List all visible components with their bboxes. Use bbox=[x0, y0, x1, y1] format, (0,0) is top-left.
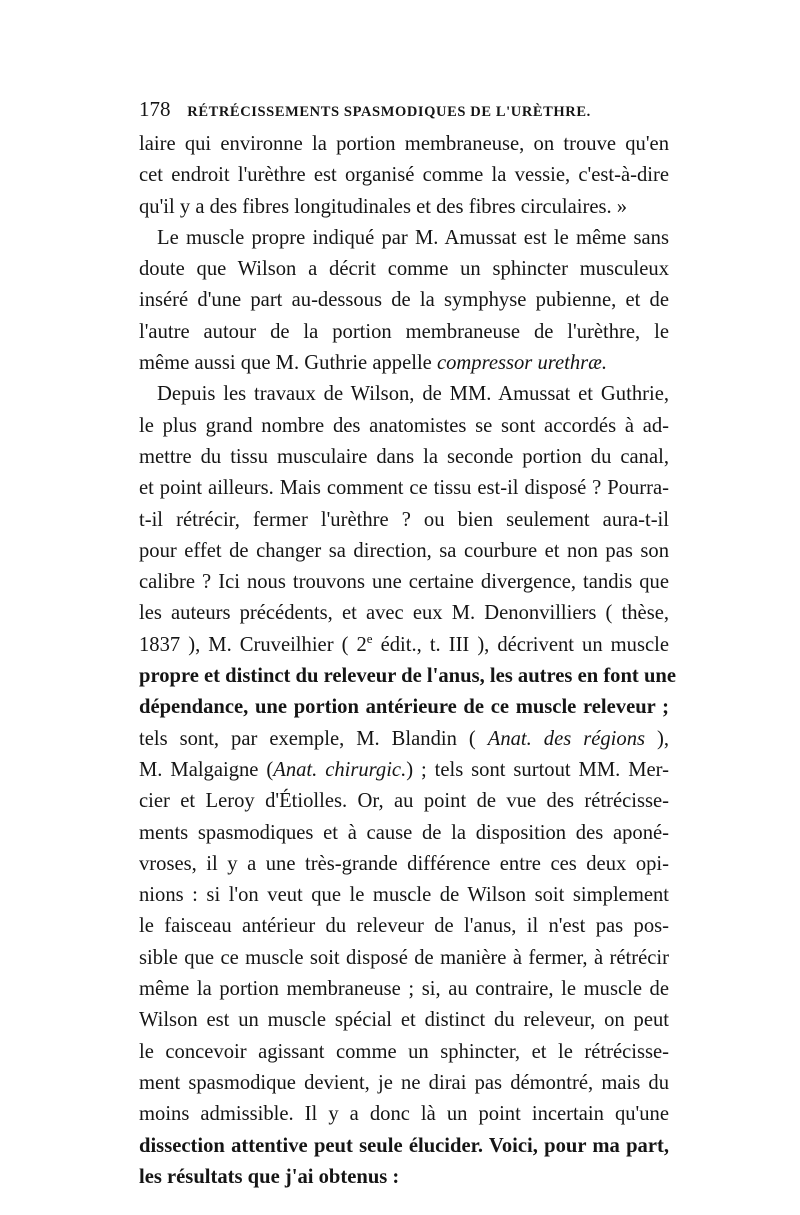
text-line: propre et distinct du releveur de l'anus, les autres en font une bbox=[139, 665, 676, 688]
text-line: même la portion membraneuse ; si, au contraire, le muscle de bbox=[139, 978, 669, 1001]
text-line: pour effet de changer sa direction, sa courbure et non pas son bbox=[139, 539, 669, 562]
running-title: RÉTRÉCISSEMENTS SPASMODIQUES DE L'URÈTHRE. bbox=[187, 104, 591, 120]
text-line: sible que ce muscle soit disposé de manière à fermer, à rétrécir bbox=[139, 946, 669, 969]
text-line: moins admissible. Il y a donc là un point incertain qu'une bbox=[139, 1103, 669, 1126]
text-line bbox=[139, 755, 669, 786]
text-line: Depuis les travaux de Wilson, de MM. Amussat et Guthrie, bbox=[157, 383, 669, 406]
running-header bbox=[139, 96, 669, 122]
text-span: édit., t. III ), décrivent un muscle bbox=[372, 633, 669, 656]
text-line: mettre du tissu musculaire dans la seconde portion du canal, bbox=[139, 445, 669, 468]
text-span: M. Malgaigne ( bbox=[139, 758, 274, 781]
text-line: et point ailleurs. Mais comment ce tissu est-il disposé ? Pourra- bbox=[139, 477, 669, 500]
text-line: cier et Leroy d'Étiolles. Or, au point de vue des rétrécisse- bbox=[139, 790, 669, 813]
text-line: le faisceau antérieur du releveur de l'anus, il n'est pas pos- bbox=[139, 915, 669, 938]
text-span: tels sont, par exemple, M. Blandin ( bbox=[139, 727, 476, 750]
text-line: calibre ? Ici nous trouvons une certaine divergence, tandis que bbox=[139, 571, 669, 594]
text-line: ments spasmodiques et à cause de la disposition des aponé- bbox=[139, 821, 669, 844]
text-span: 1837 ), M. Cruveilhier ( 2 bbox=[139, 633, 367, 656]
italic-term: Anat. chirurgic. bbox=[273, 758, 407, 781]
text-line: Wilson est un muscle spécial et distinct du releveur, on peut bbox=[139, 1009, 669, 1032]
text-line: dissection attentive peut seule élucider. Voici, pour ma part, bbox=[139, 1134, 669, 1157]
superscript: e bbox=[366, 630, 373, 646]
text-line: Le muscle propre indiqué par M. Amussat est le même sans bbox=[157, 226, 669, 249]
text-line: dépendance, une portion antérieure de ce muscle releveur ; bbox=[139, 696, 669, 719]
text-line: inséré d'une part au-dessous de la symphyse pubienne, et de bbox=[139, 289, 669, 312]
text-span: ), bbox=[645, 727, 670, 750]
text-line: qu'il y a des fibres longitudinales et des fibres circulaires. » bbox=[139, 195, 628, 218]
text-line: l'autre autour de la portion membraneuse de l'urèthre, le bbox=[139, 320, 669, 343]
text-line bbox=[139, 348, 669, 379]
text-line: laire qui environne la portion membraneuse, on trouve qu'en bbox=[139, 133, 669, 155]
text-line: vroses, il y a une très-grande différence entre ces deux opi- bbox=[139, 852, 669, 875]
text-line: le concevoir agissant comme un sphincter, et le rétrécisse- bbox=[139, 1040, 669, 1063]
text-line: nions : si l'on veut que le muscle de Wilson soit simplement bbox=[139, 884, 669, 907]
italic-term: Anat. des régions bbox=[487, 727, 646, 750]
text-span: ) ; tels sont surtout MM. Mer- bbox=[406, 758, 669, 781]
text-line: le plus grand nombre des anatomistes se sont accordés à ad- bbox=[139, 414, 669, 437]
page-number: 178 bbox=[139, 97, 171, 121]
text-line: ment spasmodique devient, je ne dirai pas démontré, mais du bbox=[139, 1071, 669, 1094]
text-line bbox=[139, 630, 669, 661]
text-line: les auteurs précédents, et avec eux M. Denonvilliers ( thèse, bbox=[139, 602, 669, 625]
book-page bbox=[139, 96, 676, 1193]
text-span: même aussi que M. Guthrie appelle bbox=[139, 352, 432, 375]
italic-term: compressor urethræ. bbox=[436, 352, 608, 375]
text-line: cet endroit l'urèthre est organisé comme la vessie, c'est-à-dire bbox=[139, 164, 669, 187]
text-line: doute que Wilson a décrit comme un sphincter musculeux bbox=[139, 258, 669, 281]
text-line bbox=[139, 724, 669, 755]
body-text bbox=[139, 129, 676, 1193]
text-line: les résultats que j'ai obtenus : bbox=[139, 1165, 400, 1188]
text-line: t-il rétrécir, fermer l'urèthre ? ou bien seulement aura-t-il bbox=[139, 508, 669, 531]
